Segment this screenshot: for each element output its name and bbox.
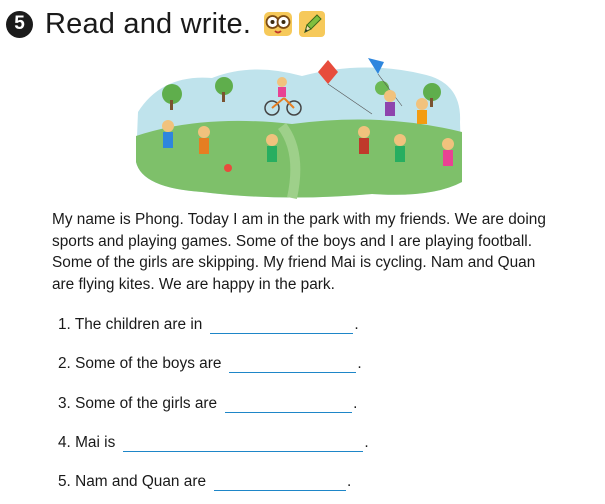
exercise-title: Read and write. <box>45 7 252 40</box>
answer-blank-3[interactable] <box>225 398 352 413</box>
question-end: . <box>347 473 352 490</box>
question-text: 2. Some of the boys are <box>58 355 222 372</box>
pencil-icon <box>298 10 326 38</box>
answer-blank-4[interactable] <box>123 437 363 452</box>
instruction-icons <box>263 10 326 38</box>
passage-line: Some of the girls are skipping. My friend Mai is cycling. Nam and Quan <box>52 254 536 271</box>
question-end: . <box>357 355 362 372</box>
question-end: . <box>353 395 358 412</box>
park-illustration <box>132 52 464 200</box>
question-3 <box>58 395 357 413</box>
question-text: 1. The children are in <box>58 316 203 333</box>
question-text: 3. Some of the girls are <box>58 395 218 412</box>
owl-glasses-icon <box>263 10 293 38</box>
question-2 <box>58 355 362 373</box>
question-end: . <box>354 316 359 333</box>
question-4 <box>58 434 369 452</box>
passage-line: are flying kites. We are happy in the park. <box>52 275 335 293</box>
passage-line: My name is Phong. Today I am in the park with my friends. We are doing <box>52 211 546 228</box>
exercise-header <box>6 4 326 44</box>
question-1 <box>58 316 359 334</box>
question-5 <box>58 473 351 491</box>
answer-blank-2[interactable] <box>229 358 356 373</box>
passage-line: sports and playing games. Some of the boys and I are playing football. <box>52 232 532 250</box>
reading-passage <box>52 209 600 295</box>
answer-blank-1[interactable] <box>210 319 353 334</box>
question-text: 4. Mai is <box>58 434 116 451</box>
question-text: 5. Nam and Quan are <box>58 473 207 490</box>
exercise-number-badge: 5 <box>6 11 33 38</box>
answer-blank-5[interactable] <box>214 476 346 491</box>
question-end: . <box>364 434 369 451</box>
